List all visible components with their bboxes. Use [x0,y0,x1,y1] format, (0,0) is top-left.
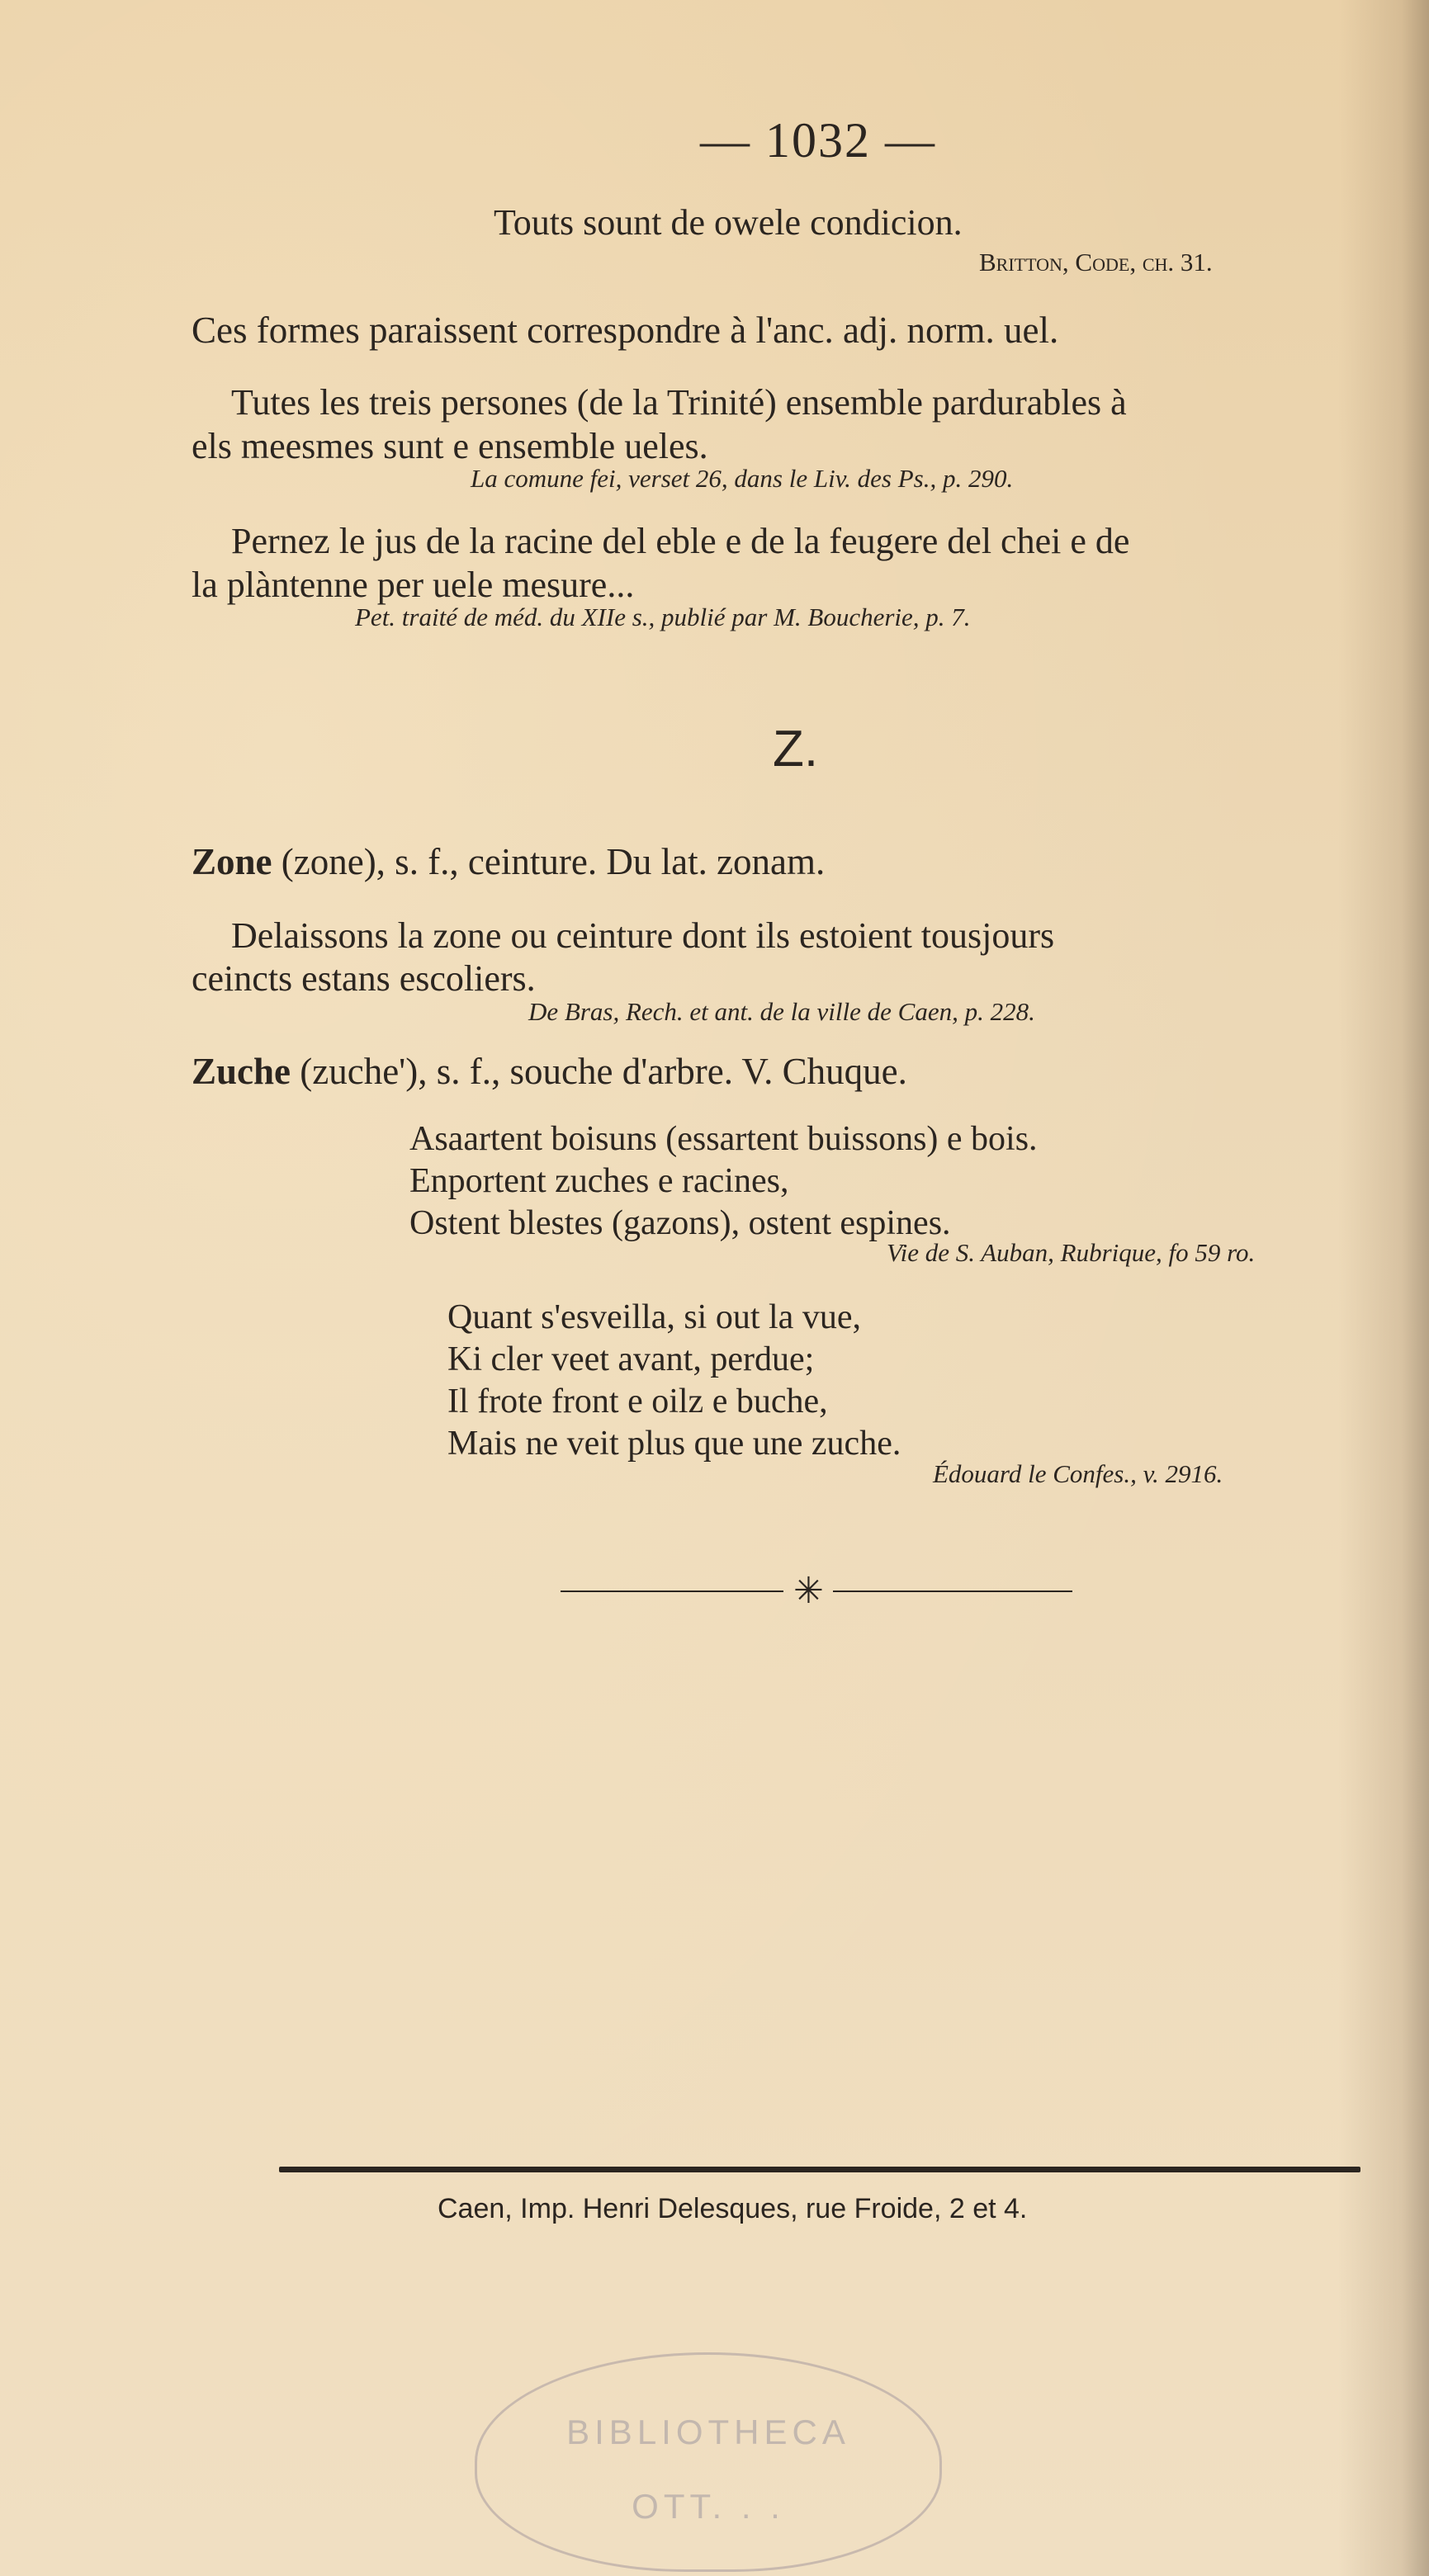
page-number: — 1032 — [700,113,936,168]
citation: Britton, Code, ch. 31. [979,248,1213,277]
definition: (zuche'), s. f., souche d'arbre. V. Chuque. [300,1051,907,1092]
colophon: Caen, Imp. Henri Delesques, rue Froide, 2 et 4. [438,2193,1028,2224]
entry-line: la plàntenne per uele mesure... [192,565,635,605]
quote-line: Delaissons la zone ou ceinture dont ils estoient tousjours [231,915,1055,956]
page-edge-shadow [1338,0,1429,2576]
entry-line: Ces formes paraissent correspondre à l'anc. adj. norm. uel. [192,310,1059,351]
stamp-text: BIBLIOTHECA [566,2413,850,2451]
quote-line: ceincts estans escoliers. [192,958,536,999]
citation: Pet. traité de méd. du XIIe s., publié par M. Boucherie, p. 7. [355,603,971,631]
ornamental-rule [561,1571,1072,1611]
entry-line: els meesmes sunt e ensemble ueles. [192,426,708,466]
entry-line: Tutes les treis persones (de la Trinité) ensemble pardurables à [231,382,1127,423]
entry-line: Pernez le jus de la racine del eble e de la feugere del chei e de [231,521,1130,561]
definition: (zone), s. f., ceinture. Du lat. zonam. [281,841,826,882]
verse-line: Ki cler veet avant, perdue; [447,1340,815,1378]
verse-line: Quant s'esveilla, si out la vue, [447,1298,861,1336]
headword: Zuche [192,1051,291,1092]
verse-line: Ostent blestes (gazons), ostent espines. [409,1204,951,1242]
citation: La comune fei, verset 26, dans le Liv. des Ps., p. 290. [471,464,1014,493]
verse-line: Il frote front e oilz e buche, [447,1383,828,1420]
verse-line: Enportent zuches e racines, [409,1162,789,1200]
citation: Vie de S. Auban, Rubrique, fo 59 ro. [887,1238,1256,1267]
entry-line: Touts sount de owele condicion. [494,202,963,243]
citation: De Bras, Rech. et ant. de la ville de Caen, p. 228. [528,997,1035,1026]
verse-line: Mais ne veit plus que une zuche. [447,1425,901,1463]
headword: Zone [192,841,272,882]
library-stamp [475,2352,942,2572]
citation: Édouard le Confes., v. 2916. [933,1459,1223,1488]
verse-line: Asaartent boisuns (essartent buissons) e bois. [409,1120,1038,1158]
asterisk-icon: ✳ [793,1571,824,1611]
section-letter: Z. [773,721,819,778]
stamp-text: OTT. . . [632,2487,785,2526]
bottom-rule [279,2167,1360,2172]
